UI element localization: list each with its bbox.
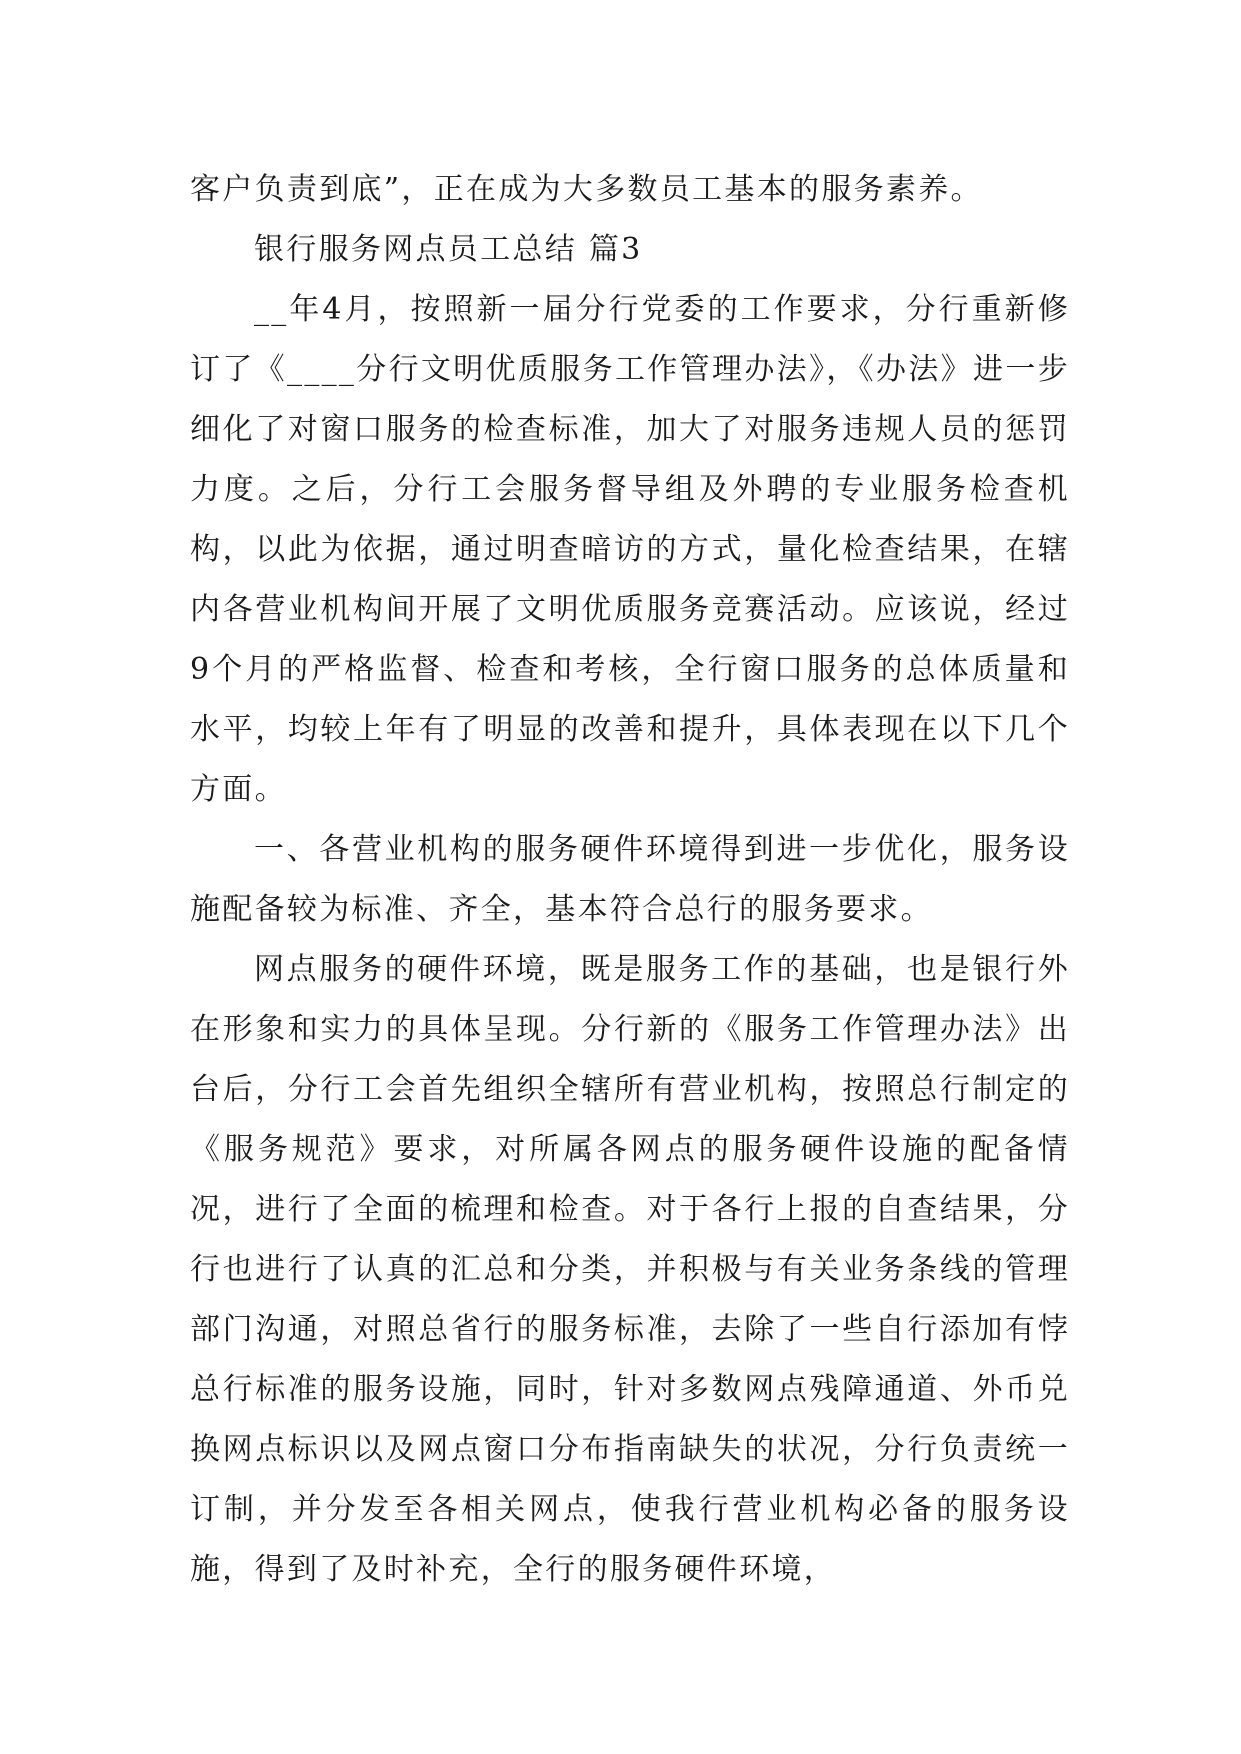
section-heading: 银行服务网点员工总结 篇3 [254,232,643,267]
paragraph-intro: __年4月，按照新一届分行党委的工作要求，分行重新修订了《____分行文明优质服务工作管理办法》，《办法》进一步细化了对窗口服务的检查标准，加大了对服务违规人员的惩罚力度。之后，分行工会服务督导组及外聘的专业服务检查机构，以此为依据，通过明查暗访的方式，量化检查结果，在辖内各营业机构间开展了文明优质服务竞赛活动。应该说，经过9个月的严格监督、检查和考核，全行窗口服务的总体质量和水平，均较上年有了明显的改善和提升，具体表现在以下几个方面。 [190,292,1070,807]
paragraph-hardware-environment: 网点服务的硬件环境，既是服务工作的基础，也是银行外在形象和实力的具体呈现。分行新的《服务工作管理办法》出台后，分行工会首先组织全辖所有营业机构，按照总行制定的《服务规范》要求，对所属各网点的服务硬件设施的配备情况，进行了全面的梳理和检查。对于各行上报的自查结果，分行也进行了认真的汇总和分类，并积极与有关业务条线的管理部门沟通，对照总省行的服务标准，去除了一些自行添加有悖总行标准的服务设施，同时，针对多数网点残障通道、外币兑换网点标识以及网点窗口分布指南缺失的状况，分行负责统一订制，并分发至各相关网点，使我行营业机构必备的服务设施，得到了及时补充，全行的服务硬件环境， [190,952,1070,1587]
paragraph-point-one: 一、各营业机构的服务硬件环境得到进一步优化，服务设施配备较为标准、齐全，基本符合总行的服务要求。 [190,832,1070,927]
document-body [190,160,1070,1600]
paragraph-continuation: 客户负责到底”，正在成为大多数员工基本的服务素养。 [190,172,983,207]
